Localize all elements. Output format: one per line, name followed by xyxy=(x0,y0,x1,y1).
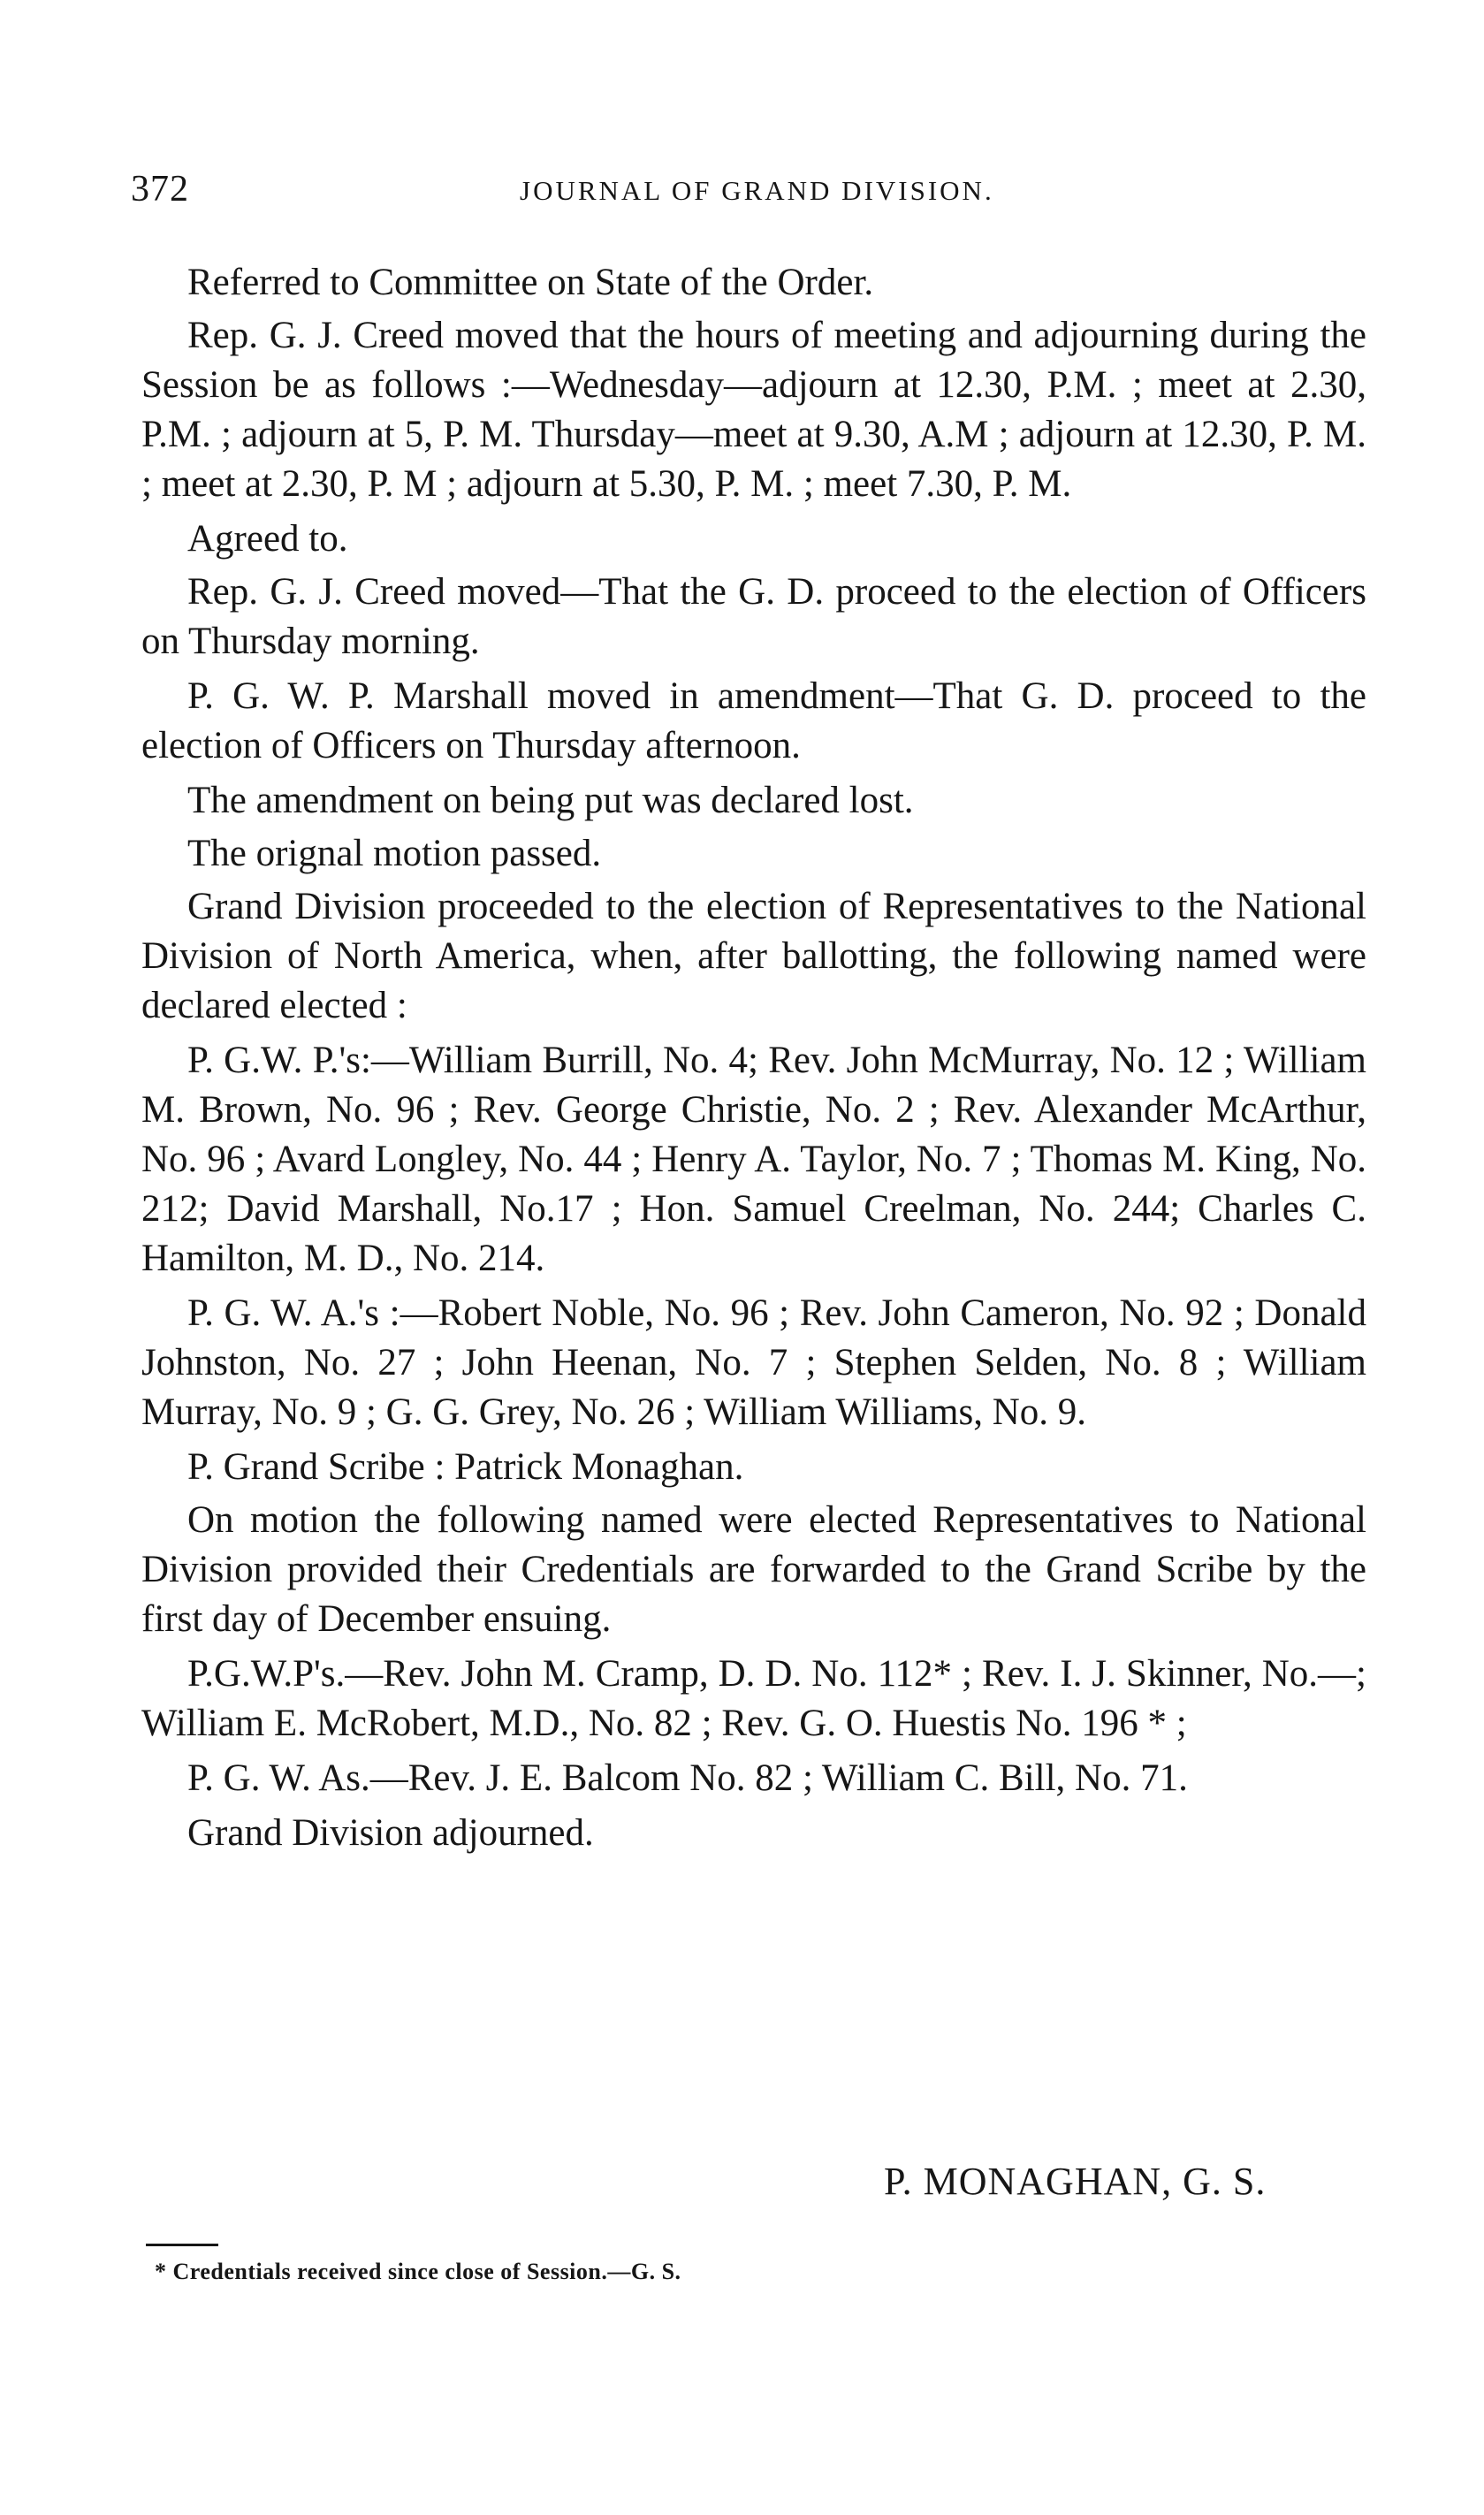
footnote-divider xyxy=(146,2244,218,2246)
paragraph-pgwp-list: P. G.W. P.'s:—William Burrill, No. 4; Rev. John McMurray, No. 12 ; William M. Brown, No. 96 ; Rev. George Christie, No. 2 ; Rev. Alexander McArthur, No. 96 ; Avard Longley, No. 44 ; Henry A. Taylor, No. 7 ; Thomas M. King, No. 212; David Marshall, No.17 ; Hon. Samuel Creelman, No. 244; Charles C. Hamilton, M. D., No. 214. xyxy=(141,1040,1366,1279)
page-header xyxy=(131,168,1365,221)
paragraph-agreed: Agreed to. xyxy=(187,518,348,560)
paragraph-amendment-lost: The amendment on being put was declared lost. xyxy=(187,780,914,821)
paragraph-pgwa-conditional-list: P. G. W. As.—Rev. J. E. Balcom No. 82 ; William C. Bill, No. 71. xyxy=(187,1757,1188,1799)
paragraph-session-hours-motion: Rep. G. J. Creed moved that the hours of meeting and adjourning during the Session be as follows :—Wednesday—adjourn at 12.30, P.M. ; meet at 2.30, P.M. ; adjourn at 5, P. M. Thursday—meet at 9.30, A.M ; adjourn at 12.30, P. M. ; meet at 2.30, P. M ; adjourn at 5.30, P. M. ; meet 7.30, P. M. xyxy=(141,315,1366,505)
paragraph-motion-passed: The orignal motion passed. xyxy=(187,833,602,874)
page-number: 372 xyxy=(131,169,189,210)
paragraph-election-representatives: Grand Division proceeded to the election of Representatives to the National Division of North America, when, after ballotting, the following named were declared elected : xyxy=(141,886,1366,1026)
footnote: * Credentials received since close of Session.—G. S. xyxy=(155,2259,681,2284)
paragraph-pgwp-conditional-list: P.G.W.P's.—Rev. John M. Cramp, D. D. No. 112* ; Rev. I. J. Skinner, No.—; William E. McRobert, M.D., No. 82 ; Rev. G. O. Huestis No. 196 * ; xyxy=(141,1653,1366,1744)
paragraph-referred: Referred to Committee on State of the Order. xyxy=(187,262,874,303)
paragraph-grand-scribe: P. Grand Scribe : Patrick Monaghan. xyxy=(187,1446,744,1488)
paragraph-pgwa-list: P. G. W. A.'s :—Robert Noble, No. 96 ; Rev. John Cameron, No. 92 ; Donald Johnston, No. 27 ; John Heenan, No. 7 ; Stephen Selden, No. 8 ; William Murray, No. 9 ; G. G. Grey, No. 26 ; William Williams, No. 9. xyxy=(141,1292,1366,1433)
paragraph-amendment: P. G. W. P. Marshall moved in amendment—That G. D. proceed to the election of Officers on Thursday afternoon. xyxy=(141,675,1366,766)
paragraph-election-motion: Rep. G. J. Creed moved—That the G. D. proceed to the election of Officers on Thursday morning. xyxy=(141,571,1366,662)
signature: P. MONAGHAN, G. S. xyxy=(884,2160,1267,2203)
paragraph-credentials-motion: On motion the following named were elected Representatives to National Division provided their Credentials are forwarded to the Grand Scribe by the first day of December ensuing. xyxy=(141,1499,1366,1640)
running-title: JOURNAL OF GRAND DIVISION. xyxy=(520,175,994,206)
journal-body xyxy=(141,258,1366,1858)
paragraph-adjourned: Grand Division adjourned. xyxy=(187,1812,594,1854)
